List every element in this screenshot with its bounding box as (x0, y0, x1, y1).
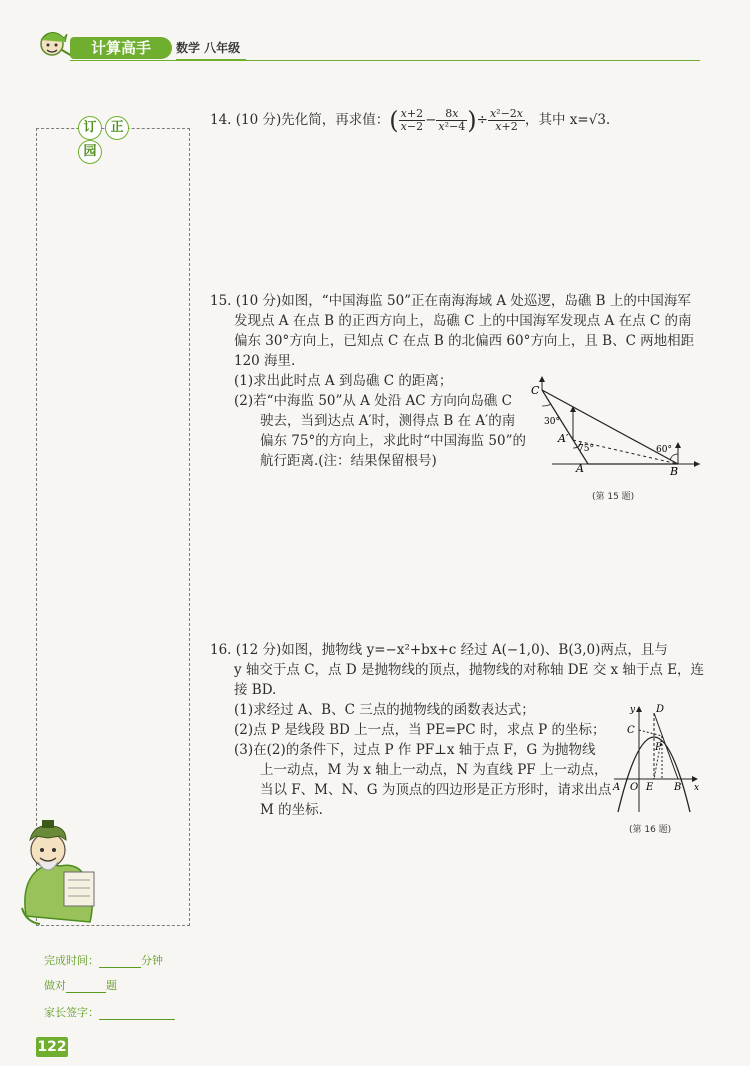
figure-16 (608, 700, 704, 818)
fig15-label-a-prime: A′ (558, 432, 569, 445)
fig15-label-angle-b: 60° (656, 445, 672, 455)
q15-line: 120 海里. (234, 353, 296, 369)
q15-line: 偏东 30°方向上，已知点 C 在点 B 的北偏西 60°方向上，且 B、C 两地相距 (234, 333, 695, 349)
fig15-label-c: C (531, 384, 540, 397)
fig15-label-angle-c: 30° (544, 417, 560, 427)
parent-sign-label: 家长签字： (44, 1006, 99, 1019)
header-subject: 数学 八年级 (176, 37, 246, 60)
finish-time-row (44, 952, 163, 968)
correction-title-char: 订 (78, 116, 102, 140)
correction-title-char: 园 (78, 140, 102, 164)
correction-title-char: 正 (105, 116, 129, 140)
fig16-label-y: y (630, 705, 636, 715)
q15-number: 15. (210, 293, 232, 309)
q16-sub3: (3)在(2)的条件下，过点 P 作 PF⊥x 轴于点 F，G 为抛物线 (234, 742, 596, 758)
header-brand: 计算高手 (70, 37, 172, 59)
fig16-seg-pc (639, 730, 662, 736)
q15-sub2: 偏东 75°的方向上，求此时“中国海监 50”的 (260, 433, 526, 449)
header-divider (70, 60, 700, 61)
q15-sub1: (1)求出此时点 A 到岛礁 C 的距离； (234, 373, 453, 389)
figure-15-caption: (第 15 题) (592, 492, 635, 502)
figure-15 (528, 376, 710, 476)
fig15-label-b: B (670, 465, 679, 476)
fig16-label-a: A (613, 782, 621, 793)
correct-count-blank[interactable] (66, 980, 106, 993)
scholar-mascot-icon (20, 818, 104, 928)
q16-sub1: (1)求经过 A、B、C 三点的抛物线的函数表达式； (234, 702, 535, 718)
q15-sub2: (2)若“中海监 50”从 A 处沿 AC 方向向岛礁 C (234, 393, 513, 409)
fig16-label-b: B (674, 782, 682, 793)
fig16-label-d: D (656, 704, 665, 715)
q14-lead: (10 分)先化简，再求值： (235, 112, 390, 128)
finish-time-blank[interactable] (99, 955, 141, 968)
q14-number: 14. (210, 112, 232, 128)
parent-sign-row (44, 1004, 175, 1020)
finish-time-unit: 分钟 (141, 954, 163, 967)
q16-sub2: (2)点 P 是线段 BD 上一点，当 PE=PC 时，求点 P 的坐标； (234, 722, 606, 738)
page-number: 122 (37, 1039, 67, 1055)
q16-line: 接 BD. (234, 682, 277, 698)
q16-number: 16. (210, 642, 232, 658)
correct-count-unit: 题 (106, 979, 117, 992)
correct-count-label: 做对 (44, 979, 66, 992)
fig16-label-x: x (694, 783, 700, 793)
parent-sign-blank[interactable] (99, 1007, 175, 1020)
question-14: 14. (10 分)先化简，再求值：( $\frac{x+2}{x-2}$ − $\frac{8x}{\text{x²−4}}$ )÷ $\frac{\text{x²−2x}}{x+2}$ ，其中 x=√3. (210, 106, 611, 135)
fig16-label-c: C (627, 725, 635, 736)
q16-line: y 轴交于点 C，点 D 是抛物线的顶点，抛物线的对称轴 DE 交 x 轴于点 E，连 (234, 662, 705, 678)
q16-sub3: 上一动点，M 为 x 轴上一动点，N 为直线 PF 上一动点， (260, 762, 608, 778)
fig15-label-a: A (576, 462, 584, 475)
q16-sub3: M 的坐标. (260, 802, 323, 818)
q15-sub2: 航行距离.(注：结果保留根号) (260, 453, 437, 469)
q15-line: 发现点 A 在点 B 的正西方向上，岛礁 C 上的中国海军发现点 A 在点 C 的南 (234, 313, 692, 329)
correct-count-row (44, 977, 117, 993)
q15-sub2: 驶去，当到达点 A′时，测得点 B 在 A′的南 (260, 413, 516, 429)
mascot-logo-icon (34, 26, 74, 64)
fig16-label-o: O (630, 782, 639, 793)
fig16-label-p: P (655, 742, 662, 753)
figure-16-caption: (第 16 题) (629, 825, 672, 835)
q15-line-text: (10 分)如图，“中国海监 50”正在南海海域 A 处巡逻，岛礁 B 上的中国海军 (235, 293, 691, 309)
correction-area (36, 128, 190, 926)
fig16-label-e: E (646, 782, 654, 793)
q16-sub3: 当以 F、M、N、G 为顶点的四边形是正方形时，请求出点 (260, 782, 612, 798)
q16-line (210, 640, 710, 660)
fig15-label-angle-ap: 75° (578, 444, 594, 454)
q14-tail: ，其中 x=√3. (525, 112, 611, 128)
finish-time-label: 完成时间： (44, 954, 99, 967)
q15-line (210, 291, 710, 311)
correction-title (78, 116, 150, 159)
q16-line-text: (12 分)如图，抛物线 y=−x²+bx+c 经过 A(−1,0)、B(3,0)两点，且与 (235, 642, 668, 658)
